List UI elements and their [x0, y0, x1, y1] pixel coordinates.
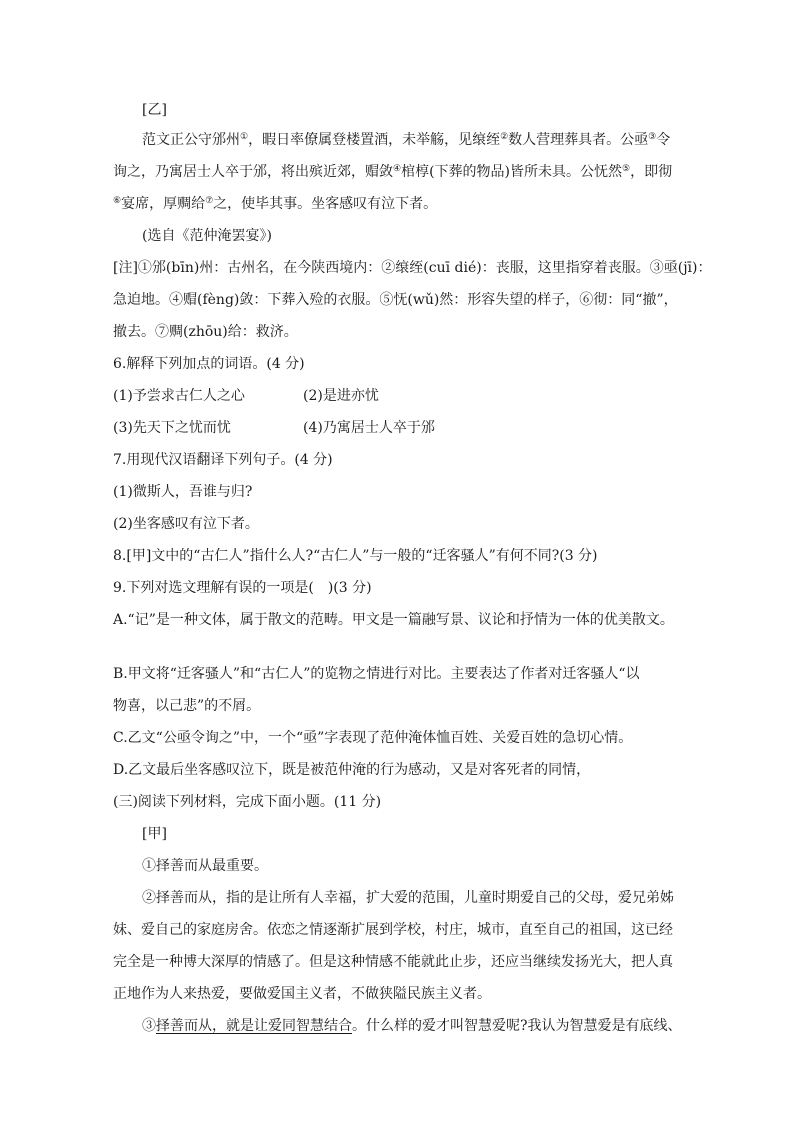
paragraph-line: ①择善而从最重要。	[142, 858, 268, 874]
annotation-line: [注]①邠(bīn)州：古州名，在今陕西境内：②缞绖(cuī dié)：丧服，这里指穿着丧服。③亟(jī)：	[113, 260, 712, 276]
annotation-line: 急迫地。④赗(fèng)敛：下葬入殓的衣服。⑤怃(wǔ)然：形容失望的样子，⑥彻：同“撤”，	[113, 292, 678, 308]
option-b: B.甲文将“迁客骚人”和“古仁人”的览物之情进行对比。主要表达了作者对迁客骚人“以	[113, 666, 640, 682]
passage-line: 询之，乃寓居士人卒于邠，将出殡近郊，赗敛④棺椁(下葬的物品)皆所未具。公怃然⑤，即彻	[113, 164, 673, 180]
paragraph-line: 完全是一种博大深厚的情感了。但是这种情感不能就此止步，还应当继续发扬光大，把人真	[113, 954, 673, 970]
passage-line: ⑥宴席，厚赒给⑦之，使毕其事。坐客感叹有泣下者。	[113, 196, 438, 212]
option-d: D.乙文最后坐客感叹泣下，既是被范仲淹的行为感动，又是对客死者的同情，	[113, 762, 591, 778]
paragraph-line: 妹、爱自己的家庭房舍。依恋之情逐渐扩展到学校，村庄，城市，直至自己的祖国，这已经	[113, 922, 673, 938]
question-item: (4)乃寓居士人卒于邠	[303, 420, 435, 436]
paragraph-line: ③择善而从，就是让爱同智慧结合。什么样的爱才叫智慧爱呢?我认为智慧爱是有底线、	[142, 1018, 682, 1034]
paragraph-line: 正地作为人来热爱，要做爱国主义者，不做狭隘民族主义者。	[113, 986, 491, 1002]
question-8: 8.[甲]文中的“古仁人”指什么人?“古仁人”与一般的“迁客骚人”有何不同?(3 分)	[113, 548, 598, 564]
passage-line: 范文正公守邠州①，暇日率僚属登楼置酒，未举觞，见缞绖②数人营理葬具者。公亟③令	[142, 132, 671, 148]
source-citation: (选自《范仲淹罢宴》)	[142, 228, 272, 244]
question-stem: 7.用现代汉语翻译下列句子。(4 分)	[113, 452, 333, 468]
question-item: (1)予尝求古仁人之心	[113, 388, 245, 404]
annotation-line: 撤去。⑦赒(zhōu)给：救济。	[113, 324, 298, 340]
underlined-sentence: 择善而从，就是让爱同智慧结合	[156, 1018, 352, 1034]
question-stem: 6.解释下列加点的词语。(4 分)	[113, 356, 305, 372]
question-stem: 9.下列对选文理解有误的一项是( )(3 分)	[113, 580, 372, 596]
question-item: (2)坐客感叹有泣下者。	[113, 516, 259, 532]
section-label-yi: [乙]	[142, 102, 167, 118]
option-a: A.“记”是一种文体，属于散文的范畴。甲文是一篇融写景、议论和抒情为一体的优美散文。	[113, 612, 674, 628]
question-item: (2)是进亦忧	[303, 388, 379, 404]
option-b-continued: 物喜，以己悲”的不屑。	[113, 698, 261, 714]
section-heading: (三)阅读下列材料，完成下面小题。(11 分)	[113, 794, 382, 810]
question-items-row	[113, 418, 673, 438]
question-item: (3)先天下之忧而忧	[113, 420, 231, 436]
option-c: C.乙文“公亟令询之”中，一个“亟”字表现了范仲淹体恤百姓、关爱百姓的急切心情。	[113, 730, 633, 746]
question-item: (1)微斯人，吾谁与归?	[113, 484, 253, 500]
section-label-jia: [甲]	[142, 826, 167, 842]
paragraph-line: ②择善而从，指的是让所有人幸福，扩大爱的范围，儿童时期爱自己的父母，爱兄弟姊	[142, 890, 674, 906]
question-items-row	[113, 386, 673, 406]
